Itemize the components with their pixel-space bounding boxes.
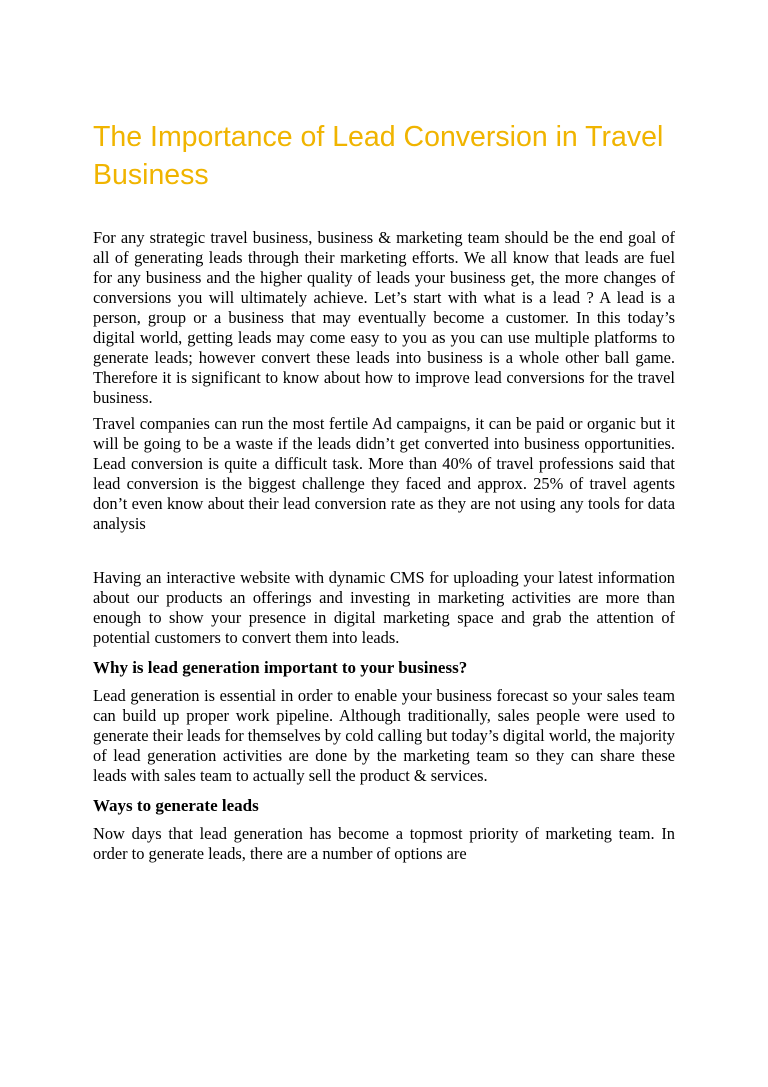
conversion-challenge-paragraph: Travel companies can run the most fertile Ad campaigns, it can be paid or organic but it will be going to be a waste if the leads didn’t get converted into business opportunities. Lead conversion is quite a difficult task. More than 40% of travel professions said that lead conversion is the biggest challenge they faced and approx. 25% of travel agents don’t even know about their lead conversion rate as they are not using any tools for data analysis xyxy=(93,414,675,533)
section-heading-why-lead-generation: Why is lead generation important to your business? xyxy=(93,658,468,677)
website-cms-paragraph: Having an interactive website with dynamic CMS for uploading your latest information about our products an offerings and investing in marketing activities are more than enough to show your presence in digital marketing space and grab the attention of potential customers to convert them into leads. xyxy=(93,568,675,647)
ways-paragraph: Now days that lead generation has become a topmost priority of marketing team. In order to generate leads, there are a number of options are xyxy=(93,824,675,863)
spacer xyxy=(93,534,675,568)
lead-generation-paragraph: Lead generation is essential in order to enable your business forecast so your sales team can build up proper work pipeline. Although traditionally, sales people were used to generate their leads for themselves by cold calling but today’s digital world, the majority of lead generation activities are done by the marketing team so they can share these leads with sales team to actually sell the product & services. xyxy=(93,686,675,785)
section-heading-ways-to-generate: Ways to generate leads xyxy=(93,796,259,815)
document-title: The Importance of Lead Conversion in Travel Business xyxy=(93,121,664,191)
intro-paragraph: For any strategic travel business, business & marketing team should be the end goal of all of generating leads through their marketing efforts. We all know that leads are fuel for any business and the higher quality of leads your business get, the more changes of conversions you will ultimately achieve. Let’s start with what is a lead ? A lead is a person, group or a business that may eventually become a customer. In this today’s digital world, getting leads may come easy to you as you can use multiple platforms to generate leads; however convert these leads into business is a whole other ball game. Therefore it is significant to know about how to improve lead conversions for the travel business. xyxy=(93,228,675,407)
